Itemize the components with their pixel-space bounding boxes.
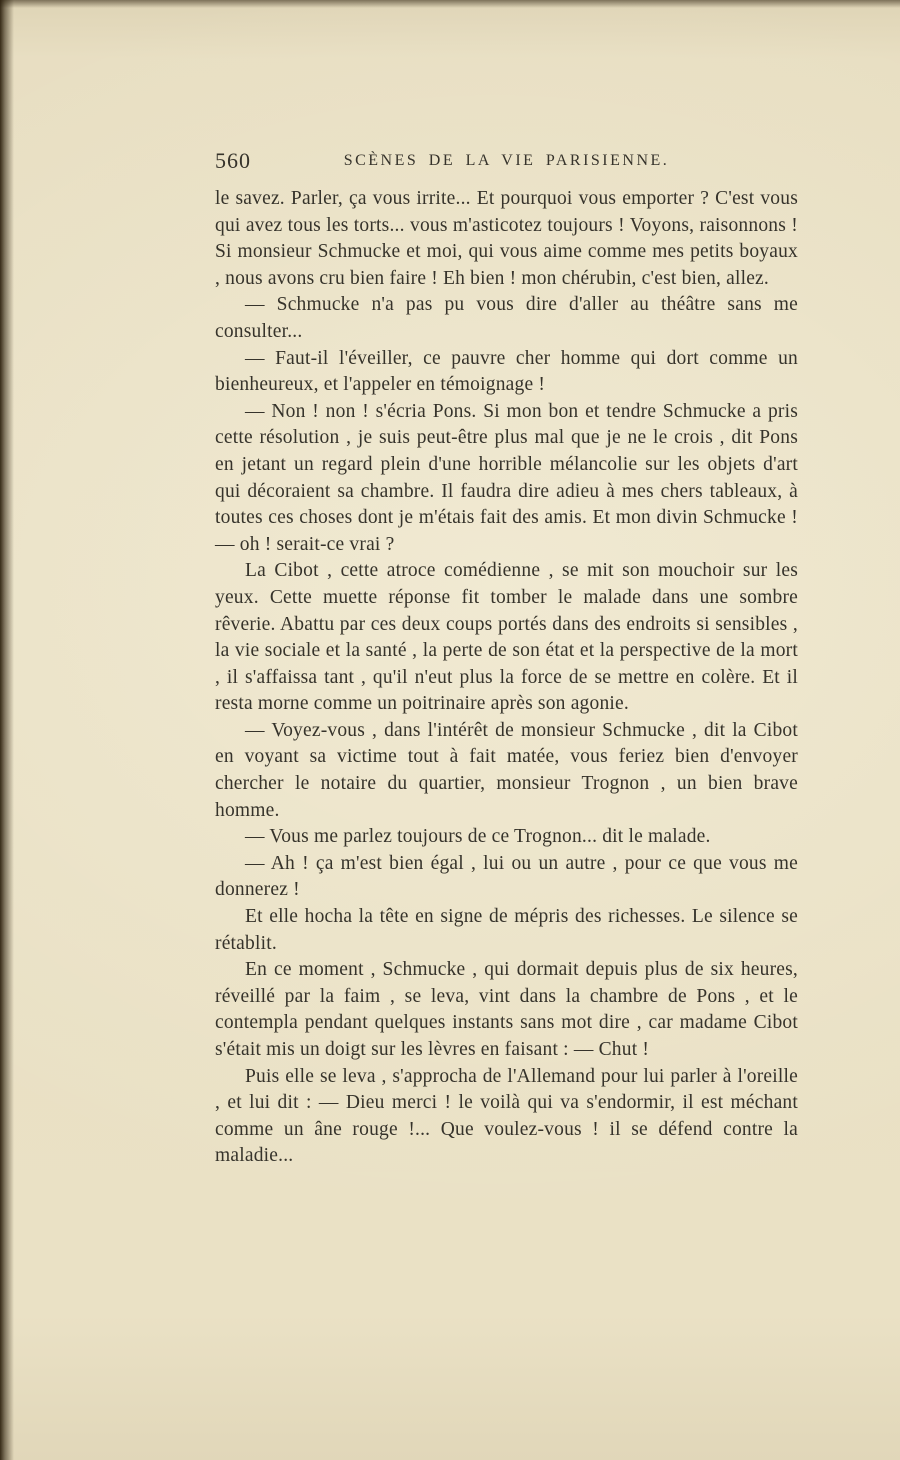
- paragraph: Et elle hocha la tête en signe de mépris des richesses. Le silence se rétablit.: [215, 906, 798, 954]
- paragraph: Puis elle se leva , s'approcha de l'Allemand pour lui parler à l'oreille , et lui dit : — Dieu merci ! le voilà qui va s'endormir, il est méchant comme un âne rouge !... Que voulez-vous ! il se défend contre la maladie...: [215, 1065, 798, 1167]
- paragraph: — Non ! non ! s'écria Pons. Si mon bon et tendre Schmucke a pris cette résolution , je suis peut-être plus mal que je ne le crois , dit Pons en jetant un regard plein d'une horrible mélancolie sur les objets d'art qui décoraient sa chambre. Il faudra dire adieu à mes chers tableaux, à toutes ces choses dont je m'étais fait des amis. Et mon divin Schmucke ! — oh ! serait-ce vrai ?: [215, 400, 798, 555]
- paragraph: — Schmucke n'a pas pu vous dire d'aller au théâtre sans me consulter...: [215, 294, 798, 342]
- page-content: [215, 148, 798, 1170]
- paragraph: — Faut-il l'éveiller, ce pauvre cher homme qui dort comme un bienheureux, et l'appeler en témoignage !: [215, 347, 798, 396]
- page-number: 560: [215, 148, 251, 173]
- paragraph: La Cibot , cette atroce comédienne , se mit son mouchoir sur les yeux. Cette muette réponse fit tomber le malade dans une sombre rêverie. Abattu par ces deux coups portés dans des endroits si sensibles , la vie sociale et la santé , la perte de son état et la perspective de la mort , il s'affaissa tant , qu'il n'eut plus la force de se mettre en colère. Et il resta morne comme un poitrinaire après son agonie.: [215, 560, 798, 715]
- paragraph: — Ah ! ça m'est bien égal , lui ou un autre , pour ce que vous me donnerez !: [215, 852, 798, 901]
- page-text: [215, 186, 798, 1170]
- paragraph: — Voyez-vous , dans l'intérêt de monsieur Schmucke , dit la Cibot en voyant sa victime tout à fait matée, vous feriez bien d'envoyer chercher le notaire du quartier, monsieur Trognon , un bien brave homme.: [215, 719, 798, 821]
- paragraph: En ce moment , Schmucke , qui dormait depuis plus de six heures, réveillé par la faim , se leva, vint dans la chambre de Pons , et le contempla pendant quelques instants sans mot dire , car madame Cibot s'était mis un doigt sur les lèvres en faisant : — Chut !: [215, 959, 798, 1060]
- paragraph: — Vous me parlez toujours de ce Trognon... dit le malade.: [245, 826, 711, 848]
- running-title: SCÈNES DE LA VIE PARISIENNE.: [343, 152, 670, 169]
- paragraph: le savez. Parler, ça vous irrite... Et pourquoi vous emporter ? C'est vous qui avez tous les torts... vous m'asticotez toujours ! Voyons, raisonnons ! Si monsieur Schmucke et moi, qui vous aime comme mes petits boyaux , nous avons cru bien faire ! Eh bien ! mon chérubin, c'est bien, allez.: [215, 188, 798, 289]
- page-header: [215, 148, 798, 176]
